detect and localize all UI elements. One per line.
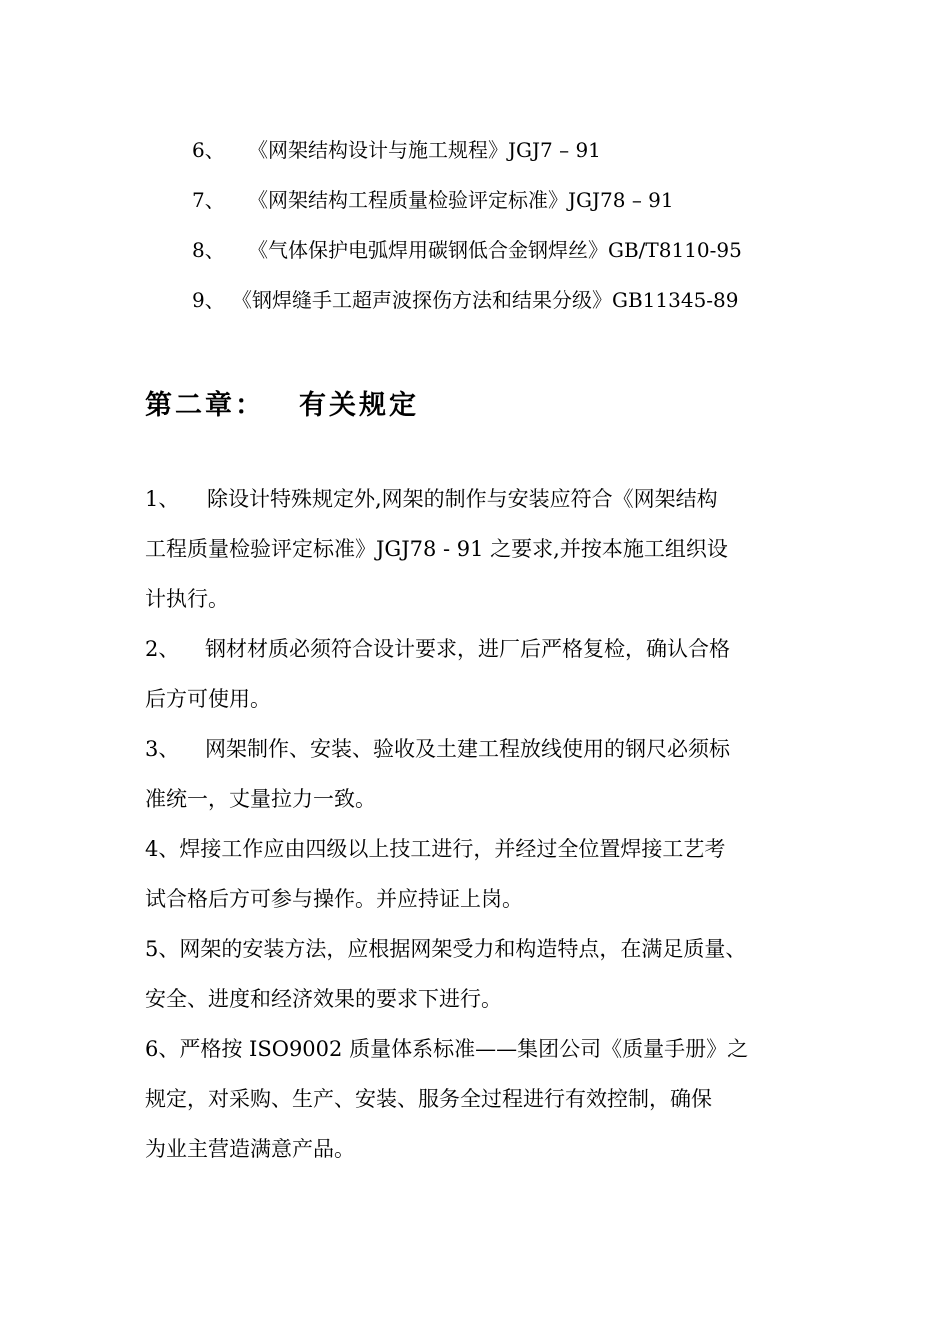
reference-item (192, 136, 601, 164)
rule-number: 4、 (145, 837, 180, 861)
rule-number: 3、 (145, 737, 180, 761)
paragraph-line: 试合格后方可参与操作。并应持证上岗。 (145, 887, 523, 911)
rule-text: 网架的安装方法，应根据网架受力和构造特点，在满足质量、 (179, 937, 747, 961)
reference-text: 《网架结构设计与施工规程》JGJ7 – 91 (248, 138, 601, 162)
rule-number: 6、 (145, 1037, 180, 1061)
rule-paragraph (145, 624, 825, 724)
paragraph-line (145, 624, 825, 674)
chapter-heading (145, 383, 419, 422)
rule-paragraph (145, 1024, 825, 1174)
reference-item (192, 186, 674, 214)
paragraph-line: 准统一，丈量拉力一致。 (145, 787, 376, 811)
paragraph-line (145, 474, 825, 524)
reference-number: 7、 (192, 188, 225, 212)
paragraph-line: 后方可使用。 (145, 687, 271, 711)
reference-number: 8、 (192, 238, 225, 262)
rule-text: 网架制作、安装、验收及土建工程放线使用的钢尺必须标 (205, 737, 730, 761)
reference-item (192, 286, 739, 314)
paragraph-line: 规定，对采购、生产、安装、服务全过程进行有效控制，确保 (145, 1087, 712, 1111)
reference-number: 9、 (192, 288, 225, 312)
rule-number: 2、 (145, 637, 180, 661)
paragraph-line: 工程质量检验评定标准》JGJ78 - 91 之要求,并按本施工组织设 (145, 537, 728, 561)
rule-paragraph (145, 924, 825, 1024)
rule-text: 除设计特殊规定外,网架的制作与安装应符合《网架结构 (207, 487, 718, 511)
rule-text: 严格按 ISO9002 质量体系标准——集团公司《质量手册》之 (179, 1037, 749, 1061)
paragraph-line: 为业主营造满意产品。 (145, 1137, 355, 1161)
rule-number: 5、 (145, 937, 180, 961)
chapter-title: 有关规定 (299, 390, 419, 421)
paragraph-line: 安全、进度和经济效果的要求下进行。 (145, 987, 502, 1011)
rule-paragraph (145, 474, 825, 624)
rule-text: 钢材材质必须符合设计要求，进厂后严格复检，确认合格 (205, 637, 730, 661)
rule-text: 焊接工作应由四级以上技工进行，并经过全位置焊接工艺考 (179, 837, 726, 861)
paragraph-line (145, 824, 825, 874)
rule-paragraph (145, 824, 825, 924)
chapter-label: 第二章： (145, 390, 265, 421)
reference-text: 《钢焊缝手工超声波探伤方法和结果分级》GB11345-89 (232, 288, 739, 312)
reference-text: 《网架结构工程质量检验评定标准》JGJ78 – 91 (248, 188, 674, 212)
rule-paragraph (145, 724, 825, 824)
paragraph-line: 计执行。 (145, 587, 229, 611)
paragraph-line (145, 1024, 825, 1074)
paragraph-line (145, 724, 825, 774)
rule-number: 1、 (145, 487, 180, 511)
reference-text: 《气体保护电弧焊用碳钢低合金钢焊丝》GB/T8110-95 (248, 238, 742, 262)
reference-item (192, 236, 742, 264)
paragraph-line (145, 924, 825, 974)
reference-number: 6、 (192, 138, 225, 162)
